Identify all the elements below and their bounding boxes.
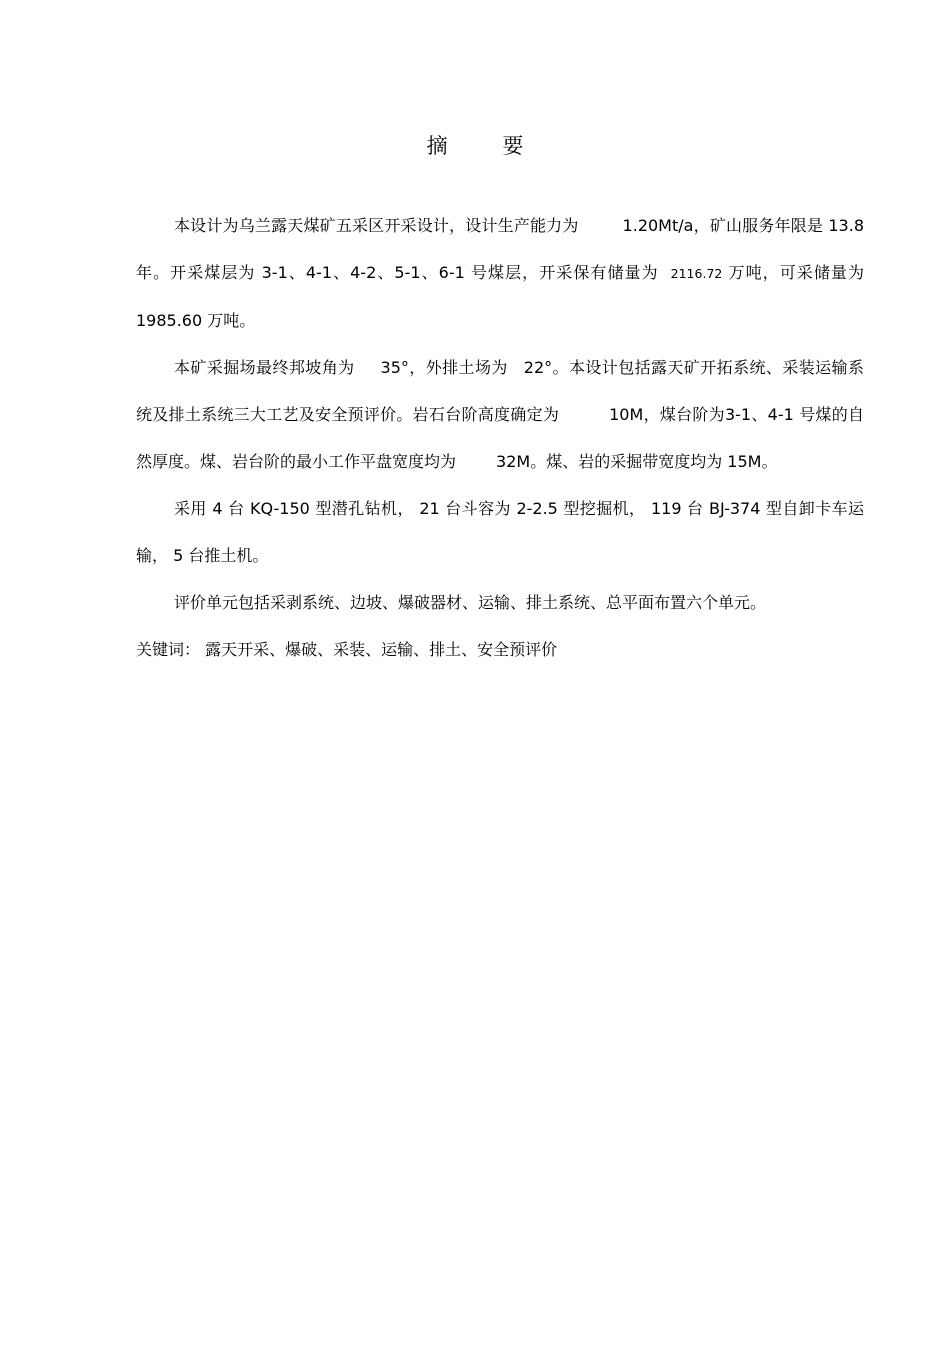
- text-run: ，外排土场为: [408, 358, 508, 377]
- text-run: 22°: [523, 358, 553, 377]
- text-run: 万吨。: [207, 311, 256, 330]
- text-run: 13.8: [828, 216, 864, 235]
- text-run: 35°: [380, 358, 409, 377]
- text-run: 采用: [174, 499, 207, 518]
- text-run: 本设计为乌兰露天煤矿五采区开采设计，设计生产能力为: [174, 216, 579, 235]
- text-run: 1985.60: [136, 311, 203, 330]
- text-run: 。: [761, 452, 778, 471]
- text-run: 万吨，可采储量为: [728, 263, 864, 282]
- paragraph-slope-angles: [136, 344, 864, 485]
- text-run: 10M: [609, 405, 644, 424]
- paragraph-equipment: [136, 485, 864, 579]
- text-run: 3-1、4-1、4-2、5-1、6-1: [261, 263, 465, 282]
- text-run: 1.20Mt/a: [622, 216, 694, 235]
- text-run: ，煤台阶为: [643, 405, 725, 424]
- text-run: 2116.72: [670, 266, 723, 281]
- keywords-value: 露天开采、爆破、采装、运输、排土、安全预评价: [205, 640, 558, 659]
- keywords-label: 关键词：: [136, 640, 201, 659]
- text-run: 型挖掘机，: [563, 499, 646, 518]
- text-run: 15M: [727, 452, 762, 471]
- text-run: 台斗容为: [445, 499, 511, 518]
- text-run: 型自卸卡车运输，: [136, 499, 865, 565]
- text-run: 21: [419, 499, 440, 518]
- text-run: 评价单元包括采剥系统、边坡、爆破器材、运输、排土系统、总平面布置六个单元。: [174, 593, 767, 612]
- text-run: 台推土机。: [188, 546, 269, 565]
- abstract-title: 摘 要: [426, 134, 548, 158]
- text-run: 台: [687, 499, 704, 518]
- text-run: 台: [228, 499, 245, 518]
- text-run: 5: [173, 546, 184, 565]
- text-run: BJ-374: [708, 499, 761, 518]
- paragraph-evaluation-units: [136, 579, 864, 626]
- paragraph-design-capacity: [136, 202, 864, 344]
- text-run: 119: [650, 499, 682, 518]
- text-run: 4: [212, 499, 223, 518]
- text-run: 3-1、4-1: [724, 405, 794, 424]
- text-run: 32M: [496, 452, 531, 471]
- text-run: 。煤、岩的采掘带宽度均为: [530, 452, 723, 471]
- text-run: 年。开采煤层为: [136, 263, 256, 282]
- text-run: 2-2.5: [516, 499, 558, 518]
- text-run: 型潜孔钻机，: [315, 499, 414, 518]
- text-run: KQ-150: [250, 499, 310, 518]
- text-run: 本矿采掘场最终邦坡角为: [174, 358, 355, 377]
- text-run: 号煤层，开采保有储量为: [470, 263, 659, 282]
- keywords-line: [136, 626, 864, 673]
- text-run: ，矿山服务年限是: [693, 216, 824, 235]
- abstract-body: [136, 202, 864, 673]
- text-run: 号煤的自然厚度。煤、岩台阶的最小工作平盘宽度均为: [136, 405, 864, 471]
- text-run: 。本设计包括露天矿开拓系统、采装运输系统及排土系统三大工艺及安全预评价。岩石台阶高度确定为: [136, 358, 864, 424]
